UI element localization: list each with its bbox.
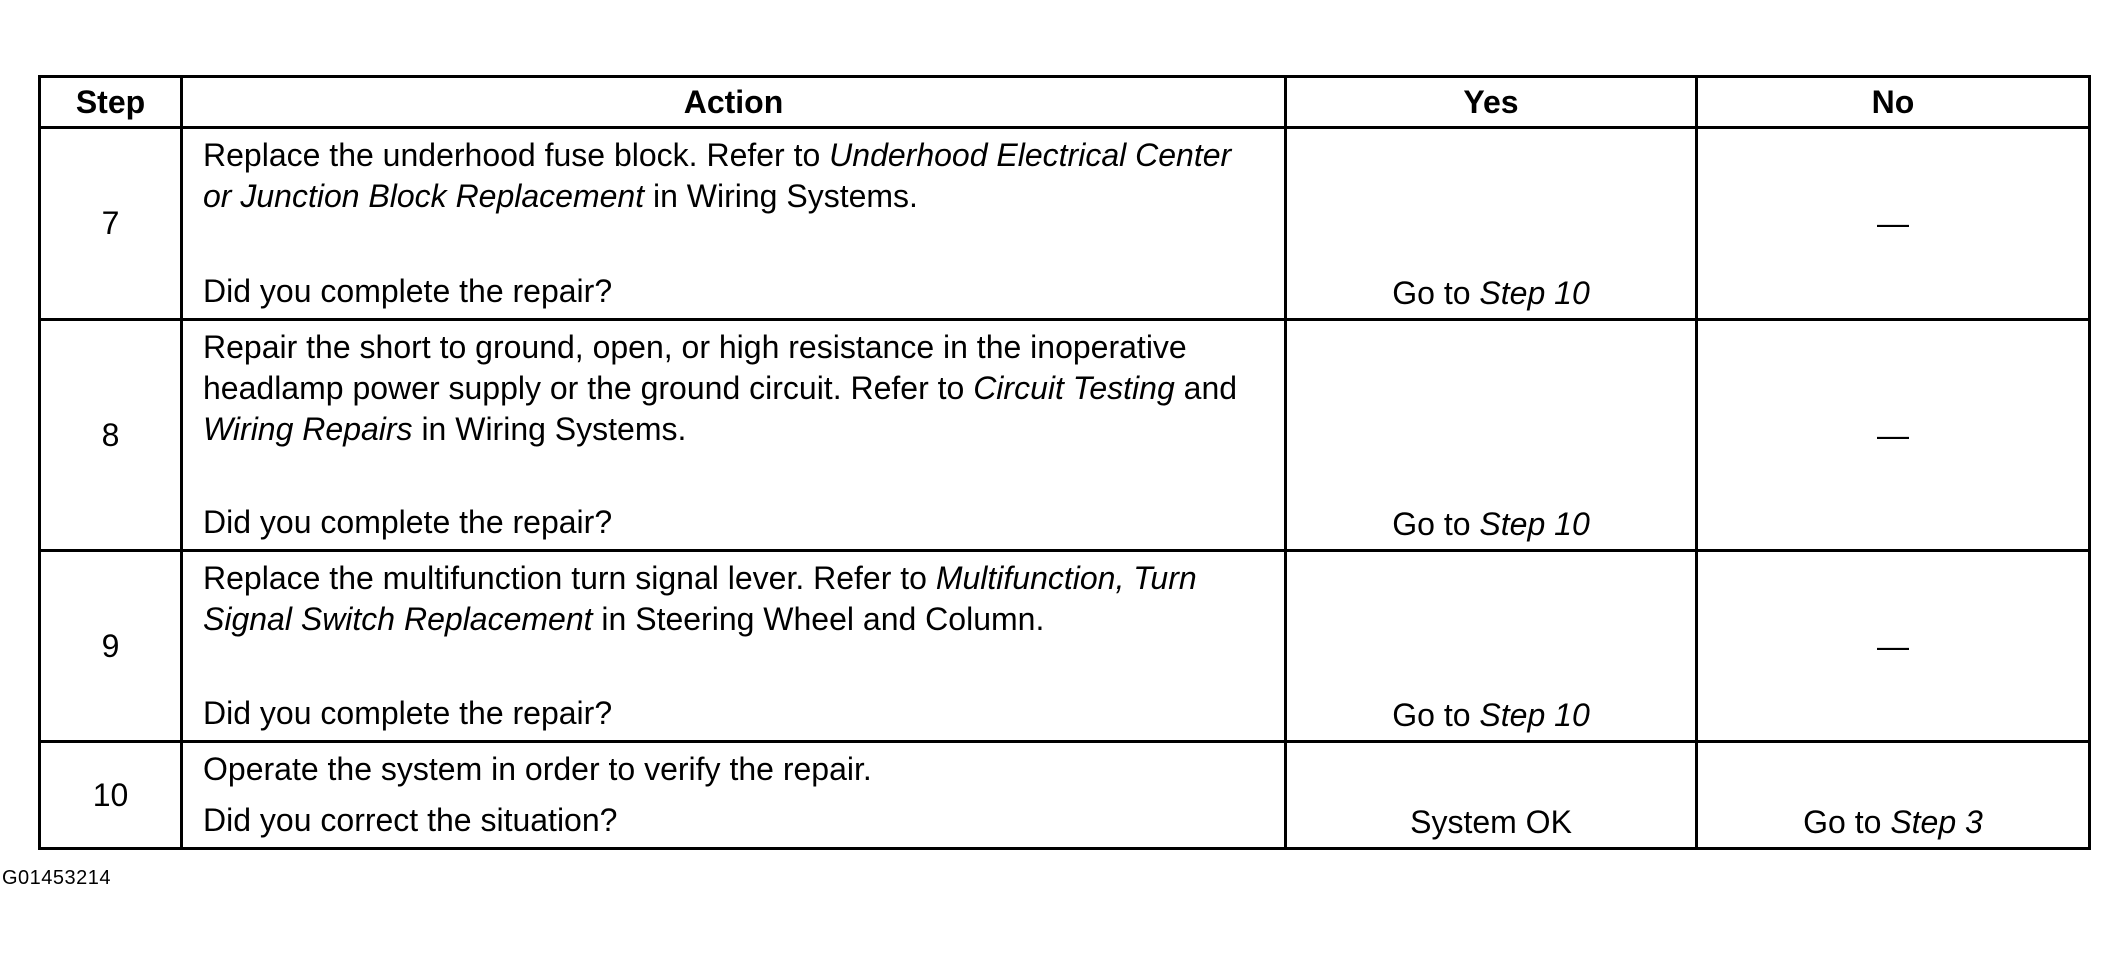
reference-text: Step 3 xyxy=(1890,804,1983,840)
action-instruction xyxy=(203,135,1264,217)
yes-result xyxy=(1286,320,1697,551)
header-no: No xyxy=(1697,77,2090,128)
reference-text: Circuit Testing xyxy=(973,370,1175,406)
text-run: in Wiring Systems. xyxy=(644,178,918,214)
action-cell xyxy=(182,128,1286,320)
step-number: 7 xyxy=(40,128,182,320)
action-question: Did you correct the situation? xyxy=(203,802,618,838)
table-header-row xyxy=(40,77,2090,128)
yes-result xyxy=(1286,551,1697,742)
action-instruction xyxy=(203,327,1264,450)
action-question: Did you complete the repair? xyxy=(203,695,613,731)
action-cell xyxy=(182,320,1286,551)
action-instruction xyxy=(203,749,1264,790)
header-step: Step xyxy=(40,77,182,128)
no-action-dash: — xyxy=(1877,416,1909,453)
action-question: Did you complete the repair? xyxy=(203,504,613,540)
text-run: in Steering Wheel and Column. xyxy=(592,601,1045,637)
no-action-dash: — xyxy=(1877,205,1909,241)
reference-text: Step 10 xyxy=(1479,697,1590,733)
text-run: Go to xyxy=(1803,804,1891,840)
table-row xyxy=(40,742,2090,849)
figure-code: G01453214 xyxy=(2,867,112,889)
action-question: Did you complete the repair? xyxy=(203,273,613,309)
text-run: Go to xyxy=(1392,506,1480,542)
header-yes: Yes xyxy=(1286,77,1697,128)
yes-result xyxy=(1286,742,1697,849)
table-body xyxy=(40,128,2090,849)
text-run: and xyxy=(1174,370,1238,406)
diagnostic-table xyxy=(38,75,2091,850)
reference-text: Multifunction, Turn Signal Switch Replacement xyxy=(203,560,1197,637)
no-result xyxy=(1697,551,2090,742)
reference-text: Step 10 xyxy=(1479,275,1590,311)
text-run: in Wiring Systems. xyxy=(412,411,687,447)
reference-text: Underhood Electrical Center or Junction Block Replacement xyxy=(203,137,1232,214)
header-action: Action xyxy=(182,77,1286,128)
text-run: Go to xyxy=(1392,275,1480,311)
text-run: System OK xyxy=(1410,804,1572,840)
no-result xyxy=(1697,128,2090,320)
text-run: Replace the underhood fuse block. Refer to xyxy=(203,137,830,173)
table-row xyxy=(40,128,2090,320)
no-action-dash: — xyxy=(1877,627,1909,664)
action-cell xyxy=(182,551,1286,742)
action-cell xyxy=(182,742,1286,849)
yes-result xyxy=(1286,128,1697,320)
text-run: Operate the system in order to verify the repair. xyxy=(203,751,872,787)
no-result xyxy=(1697,320,2090,551)
reference-text: Step 10 xyxy=(1479,506,1590,542)
no-result xyxy=(1697,742,2090,849)
action-instruction xyxy=(203,558,1264,640)
table-row xyxy=(40,551,2090,742)
text-run: Go to xyxy=(1392,697,1480,733)
step-number: 8 xyxy=(40,320,182,551)
text-run: Repair the short to ground, open, or high resistance in the inoperative headlamp power supply or the ground circuit. Refer to xyxy=(203,329,1187,406)
step-number: 9 xyxy=(40,551,182,742)
step-number: 10 xyxy=(40,742,182,849)
reference-text: Wiring Repairs xyxy=(203,411,413,447)
table-row xyxy=(40,320,2090,551)
text-run: Replace the multifunction turn signal lever. Refer to xyxy=(203,560,936,596)
